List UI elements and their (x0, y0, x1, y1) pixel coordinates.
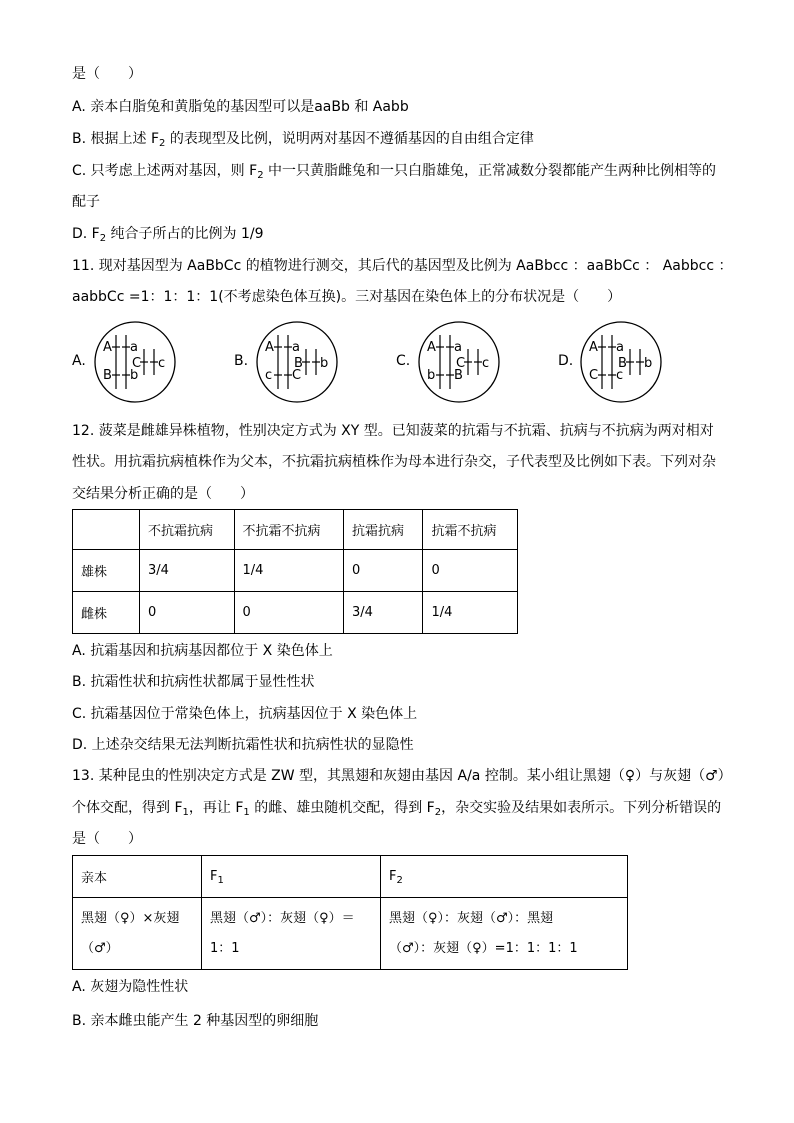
q13-option-a: A. 灰翅为隐性性状 (72, 979, 189, 995)
table-cell: 0 (423, 550, 518, 592)
table-cell: 0 (343, 550, 423, 592)
table-cell: 雄株 (73, 550, 140, 592)
q13-stem-line1: 13. 某种昆虫的性别决定方式是 ZW 型，其黑翅和灰翅由基因 A/a 控制。某小组让黑翅（♀）与灰翅（♂） (72, 768, 732, 784)
q13-table (72, 855, 628, 970)
cell-diagram (414, 317, 504, 407)
gene-label: C (132, 356, 142, 371)
q13-option-b: B. 亲本雌虫能产生 2 种基因型的卵细胞 (72, 1013, 319, 1029)
cell-diagram (576, 317, 666, 407)
q12-option-d: D. 上述杂交结果无法判断抗霜性状和抗病性状的显隐性 (72, 737, 414, 753)
table-cell: 雌株 (73, 592, 140, 634)
gene-label: A (427, 340, 436, 355)
table-row (73, 592, 518, 634)
table-header-blank (73, 510, 140, 550)
table-header: 抗霜抗病 (343, 510, 423, 550)
cell-diagram (90, 317, 180, 407)
table-cell: 1/4 (234, 550, 343, 592)
table-header: $F_1$ (202, 856, 381, 898)
gene-label: c (158, 356, 166, 371)
q11-stem-line1: 11. 现对基因型为 AaBbCc 的植物进行测交，其后代的基因型及比例为 AaBbcc ：aaBbCc ： Aabbcc ： (72, 258, 733, 274)
q10-option-c: C. 只考虑上述两对基因，则 $F_2$ 中一只黄脂雌兔和一只白脂雄兔，正常减数分裂都能产生两种比例相等的 (72, 163, 717, 181)
gene-label: c (265, 368, 273, 383)
table-cell: 1/4 (423, 592, 518, 634)
q10-option-d: D. $F_2$ 纯合子所占的比例为 1/9 (72, 226, 264, 244)
table-cell: 0 (234, 592, 343, 634)
table-cell: 0 (140, 592, 235, 634)
gene-label: b (644, 356, 653, 371)
cell-diagram (252, 317, 342, 407)
q11-option-label: A. (72, 353, 86, 369)
table-header: 抗霜不抗病 (423, 510, 518, 550)
table-cell: 黑翅（♂）：灰翅（♀）＝ 1：1 (202, 898, 381, 970)
q11-option-label: C. (396, 353, 411, 369)
gene-label: A (265, 340, 274, 355)
gene-label: C (589, 368, 599, 383)
q12-table (72, 509, 518, 634)
gene-label: C (456, 356, 466, 371)
gene-label: a (130, 340, 138, 355)
q13-stem-line3: 是（ ） (72, 831, 142, 847)
gene-label: A (589, 340, 598, 355)
gene-label: B (103, 368, 112, 383)
gene-label: c (482, 356, 490, 371)
q12-stem-line1: 12. 菠菜是雌雄异株植物，性别决定方式为 XY 型。已知菠菜的抗霜与不抗霜、抗病与不抗病为两对相对 (72, 423, 714, 439)
q12-option-a: A. 抗霜基因和抗病基因都位于 X 染色体上 (72, 643, 333, 659)
table-row (73, 510, 518, 550)
table-header: 不抗霜不抗病 (234, 510, 343, 550)
table-cell: 3/4 (140, 550, 235, 592)
gene-label: b (130, 368, 139, 383)
gene-label: B (294, 356, 303, 371)
q11-stem-line2: aabbCc =1：1：1：1(不考虑染色体互换)。三对基因在染色体上的分布状况是（ ） (72, 289, 622, 305)
table-header: 亲本 (73, 856, 202, 898)
gene-label: A (103, 340, 112, 355)
q12-stem-line3: 交结果分析正确的是（ ） (72, 486, 254, 502)
table-cell: 黑翅（♀）×灰翅 （♂） (73, 898, 202, 970)
table-cell: 3/4 (343, 592, 423, 634)
gene-label: B (618, 356, 627, 371)
gene-label: c (616, 368, 624, 383)
table-row (73, 550, 518, 592)
q12-option-c: C. 抗霜基因位于常染色体上，抗病基因位于 X 染色体上 (72, 706, 418, 722)
gene-label: a (292, 340, 300, 355)
q10-stem-end: 是（ ） (72, 66, 142, 82)
q10-option-b: B. 根据上述 $F_2$ 的表现型及比例，说明两对基因不遵循基因的自由组合定律 (72, 131, 534, 149)
table-row (73, 856, 628, 898)
gene-label: b (320, 356, 329, 371)
gene-label: C (292, 368, 302, 383)
gene-label: a (616, 340, 624, 355)
q10-option-a: A. 亲本白脂兔和黄脂兔的基因型可以是aaBb 和 Aabb (72, 99, 409, 115)
q12-stem-line2: 性状。用抗霜抗病植株作为父本，不抗霜抗病植株作为母本进行杂交，子代表型及比例如下表。下列对杂 (72, 454, 716, 470)
table-row (73, 898, 628, 970)
q13-stem-line2: 个体交配，得到 $F_1$，再让 $F_1$ 的雌、雄虫随机交配，得到 $F_2$，杂交实验及结果如表所示。下列分析错误的 (72, 800, 722, 818)
gene-label: b (427, 368, 436, 383)
table-cell: 黑翅（♀）：灰翅（♂）：黑翅 （♂）：灰翅（♀）=1：1：1：1 (381, 898, 628, 970)
gene-label: a (454, 340, 462, 355)
gene-label: B (454, 368, 463, 383)
q11-option-label: D. (558, 353, 574, 369)
q11-option-label: B. (234, 353, 249, 369)
table-header: 不抗霜抗病 (140, 510, 235, 550)
q12-option-b: B. 抗霜性状和抗病性状都属于显性性状 (72, 674, 315, 690)
table-header: $F_2$ (381, 856, 628, 898)
q10-option-c-cont: 配子 (72, 194, 100, 210)
